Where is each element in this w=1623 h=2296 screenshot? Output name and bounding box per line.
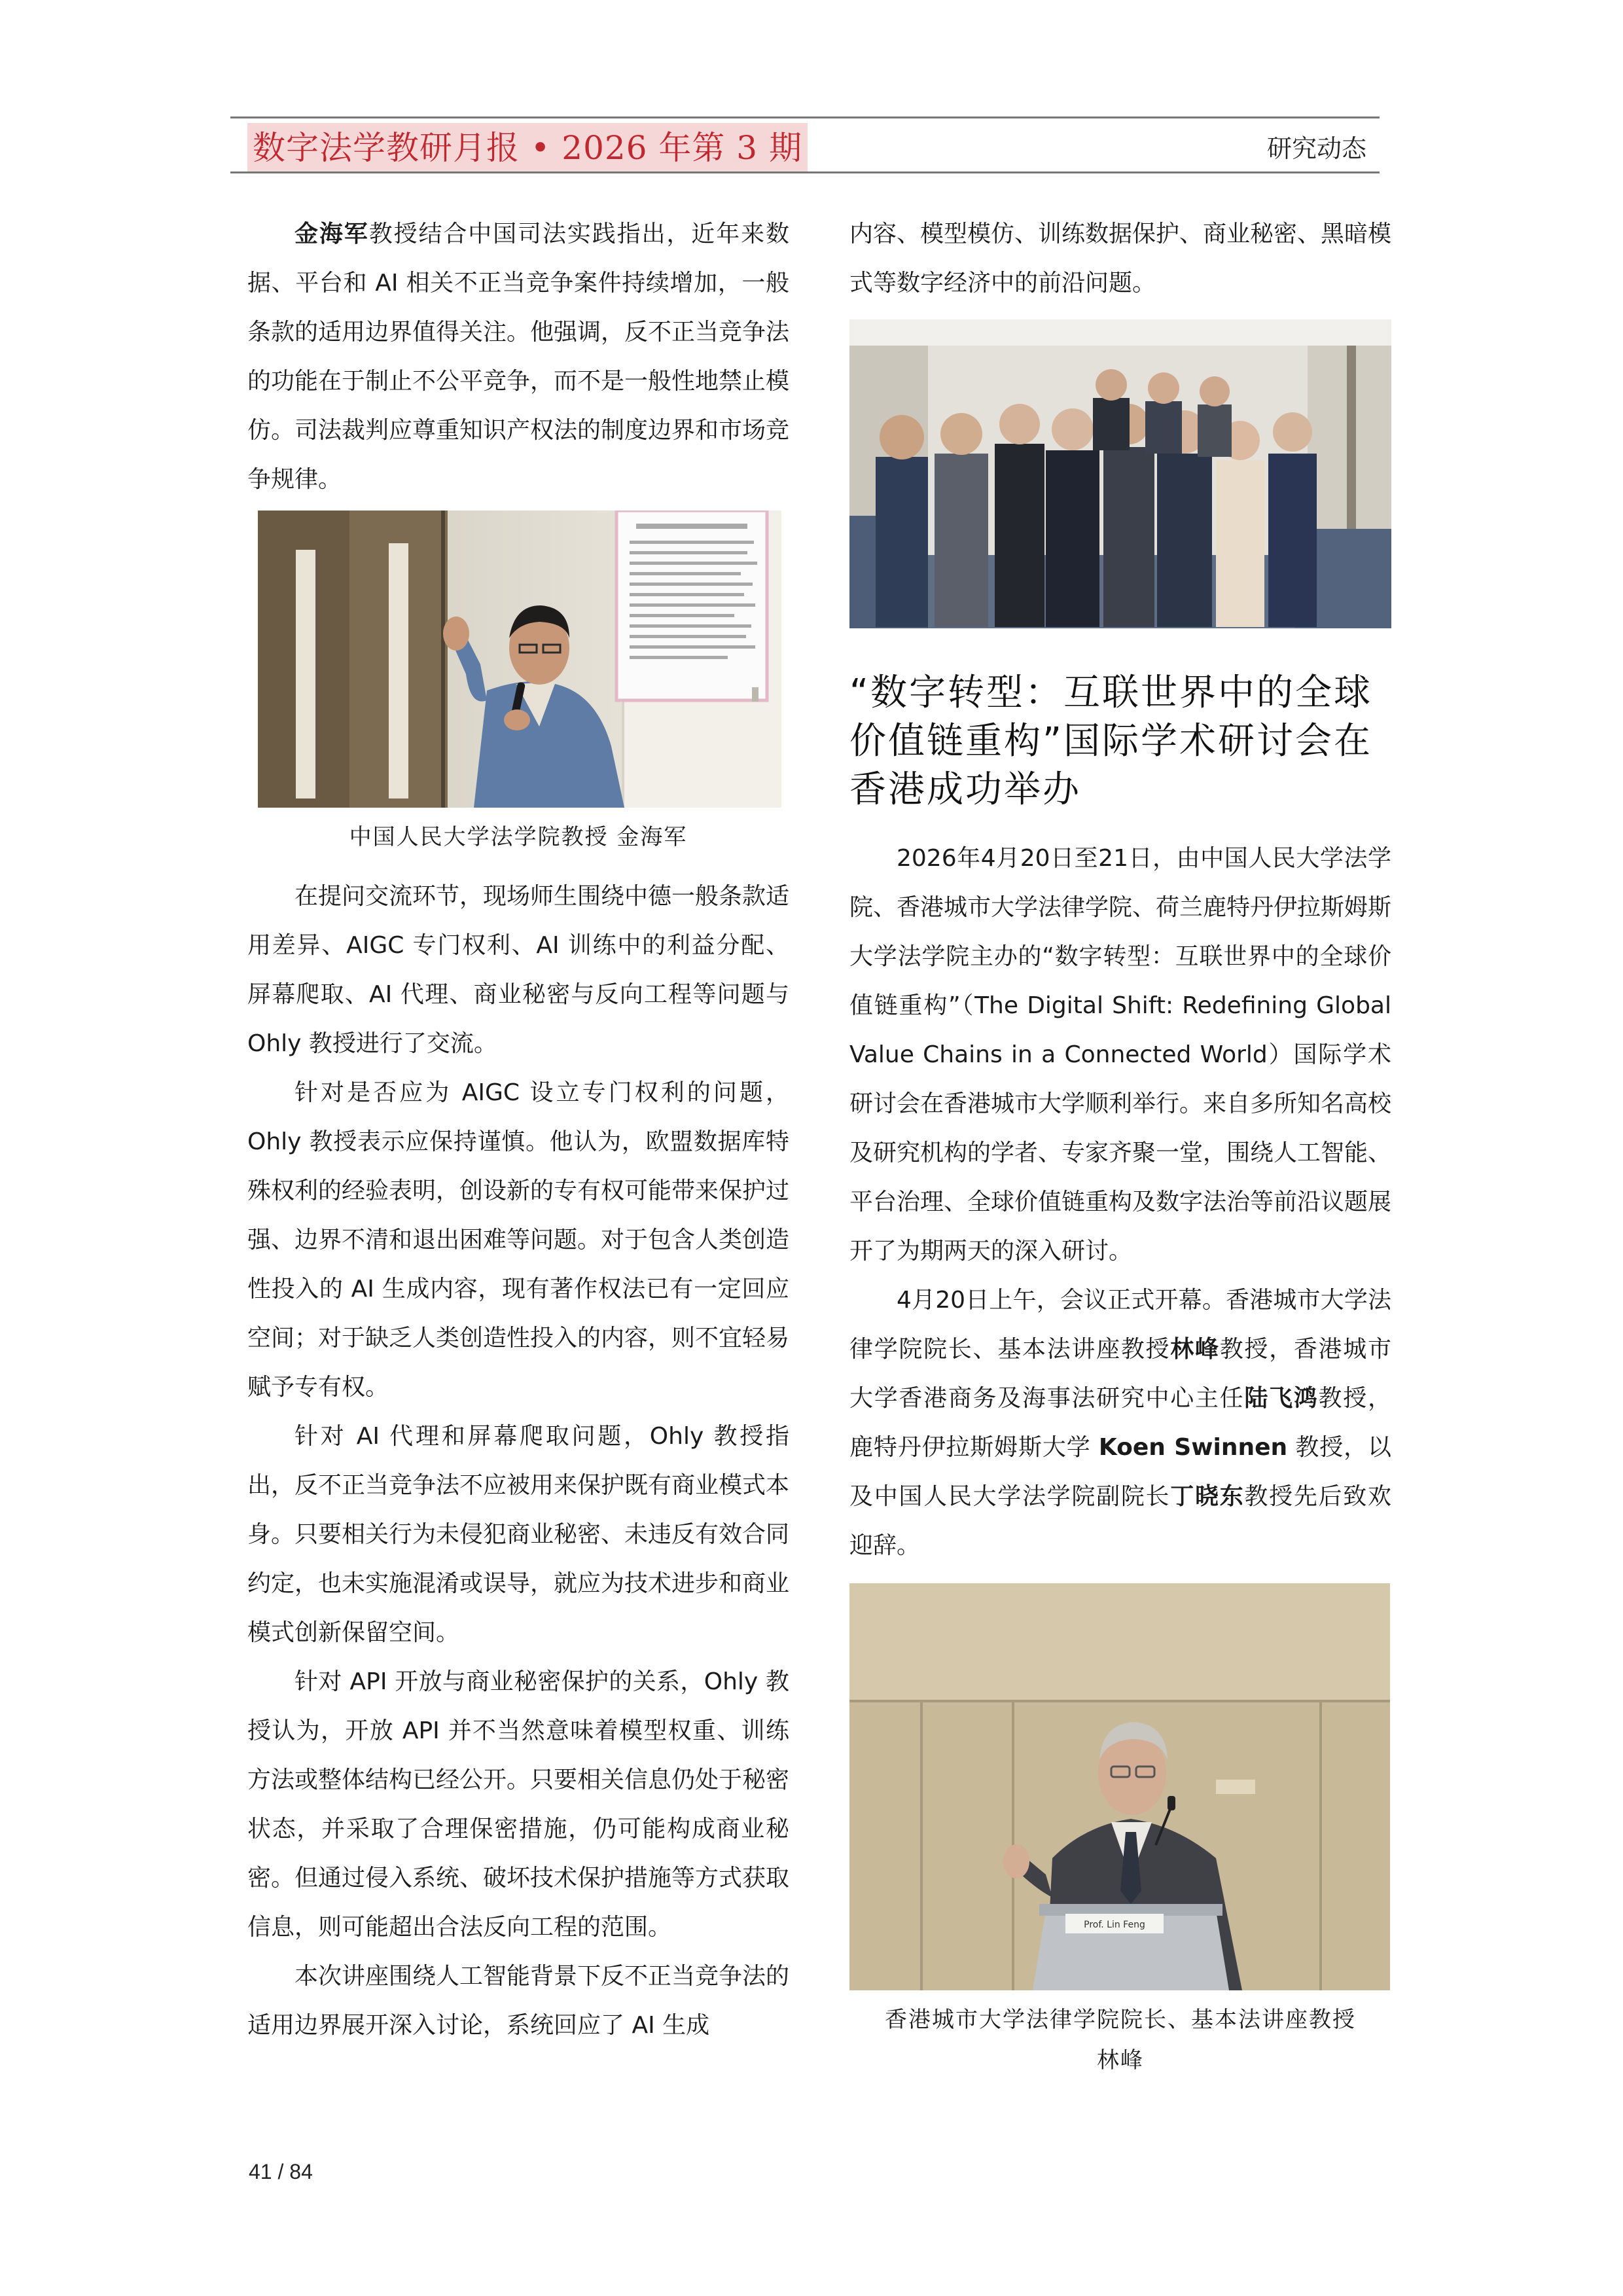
name-lu-feihong: 陆飞鸿 [1244,1385,1319,1412]
article-headline: “数字转型：互联世界中的全球价值链重构”国际学术研讨会在香港成功举办 [849,672,1373,811]
name-lin-feng: 林峰 [1170,1336,1220,1363]
photo-group-graphic [849,319,1391,628]
photo-lin-feng [849,1583,1390,1990]
nameplate-text: Prof. Lin Feng [1084,1920,1145,1930]
page-number: 41 / 84 [249,2160,313,2183]
section-label: 研究动态 [1266,134,1366,163]
paragraph-opening: 4月20日上午，会议正式开幕。香港城市大学法律学院院长、基本法讲座教授林峰教授，香港城市大学香港商务及海事法研究中心主任陆飞鸿教授，鹿特丹伊拉斯姆斯大学 Koen Swinnen 教授，以及中国人民大学法学院副院长丁晓东教授先后致欢迎辞。 [849,1287,1391,1559]
journal-title: 数字法学教研月报 • 2026 年第 3 期 [247,123,808,173]
paragraph-ai-agent: 针对 AI 代理和屏幕爬取问题，Ohly 教授指出，反不正当竞争法不应被用来保护既有商业模式本身。只要相关行为未侵犯商业秘密、未违反有效合同约定，也未实施混淆或误导，就应为技术进步和商业模式创新保留空间。 [247,1423,790,1646]
photo-jin-haijun [258,511,781,808]
photo-jin-haijun-graphic [258,511,781,808]
photo-group [849,319,1391,628]
paragraph-aigc: 针对是否应为 AIGC 设立专门权利的问题，Ohly 教授表示应保持谨慎。他认为，欧盟数据库特殊权利的经验表明，创设新的专有权可能带来保护过强、边界不清和退出困难等问题。对于包含人类创造性投入的 AI 生成内容，现有著作权法已有一定回应空间；对于缺乏人类创造性投入的内容，则不宜轻易赋予专有权。 [247,1079,790,1401]
header-bottom-rule [230,171,1380,173]
paragraph-api: 针对 API 开放与商业秘密保护的关系，Ohly 教授认为，开放 API 并不当然意味着模型权重、训练方法或整体结构已经公开。只要相关信息仍处于秘密状态，并采取了合理保密措施，仍可能构成商业秘密。但通过侵入系统、破坏技术保护措施等方式获取信息，则可能超出合法反向工程的范围。 [247,1668,790,1941]
paragraph-continued: 内容、模型模仿、训练数据保护、商业秘密、黑暗模式等数字经济中的前沿问题。 [849,221,1392,296]
paragraph-qa: 在提问交流环节，现场师生围绕中德一般条款适用差异、AIGC 专门权利、AI 训练中的利益分配、屏幕爬取、AI 代理、商业秘密与反向工程等问题与 Ohly 教授进行了交流。 [247,883,790,1057]
left-column [247,209,789,2050]
header-top-rule [230,117,1380,118]
paragraph-conference-intro: 2026年4月20日至21日，由中国人民大学法学院、香港城市大学法律学院、荷兰鹿特丹伊拉斯姆斯大学法学院主办的“数字转型：互联世界中的全球价值链重构”（The Digital Shift: Redefining Global Value Chains in a Connected World）国际学术研讨会在香港城市大学顺利举行。来自多所知名高校及研究机构的学者、专家齐聚一堂，围绕人工智能、平台治理、全球价值链重构及数字法治等前沿议题展开了为期两天的深入研讨。 [849,845,1392,1265]
paragraph-summary: 本次讲座围绕人工智能背景下反不正当竞争法的适用边界展开深入讨论，系统回应了 AI 生成 [247,1963,790,2039]
photo1-caption: 中国人民大学法学院教授 金海军 [349,824,688,850]
photo-lin-feng-graphic [849,1583,1390,1990]
speaker-name: 金海军 [294,221,369,247]
right-column [849,209,1391,2095]
name-ding-xiaodong: 丁晓东 [1170,1483,1245,1510]
name-koen-swinnen: Koen Swinnen [1098,1434,1288,1461]
paragraph-jin-remarks: 金海军教授结合中国司法实践指出，近年来数据、平台和 AI 相关不正当竞争案件持续增加，一般条款的适用边界值得关注。他强调，反不正当竞争法的功能在于制止不公平竞争，而不是一般性地禁止模仿。司法裁判应尊重知识产权法的制度边界和市场竞争规律。 [247,221,790,493]
photo3-caption: 香港城市大学法律学院院长、基本法讲座教授 林峰 [885,2007,1356,2073]
